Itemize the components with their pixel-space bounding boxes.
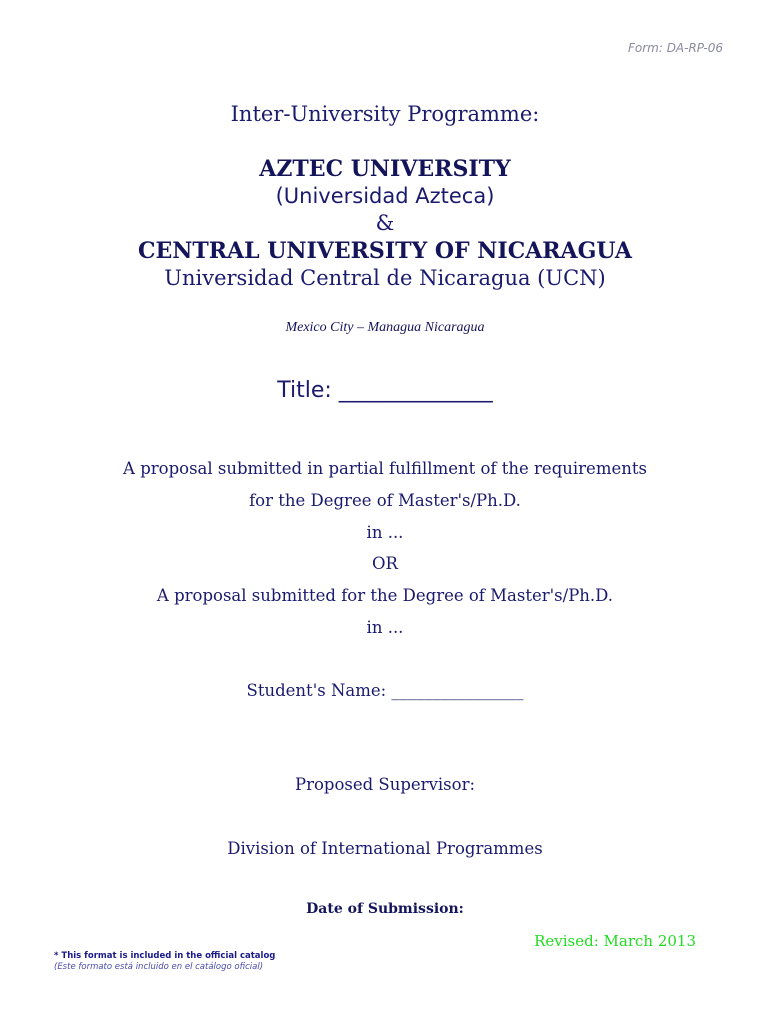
footnote-english: * This format is included in the official catalog	[54, 951, 276, 961]
programme-heading: Inter-University Programme:	[230, 102, 540, 126]
revised-date: Revised: March 2013	[534, 932, 696, 950]
proposal-line-6: in ...	[366, 618, 404, 637]
university-1-local-name: (Universidad Azteca)	[275, 184, 495, 208]
title-field: Title: ______________	[277, 378, 493, 403]
proposal-line-5: A proposal submitted for the Degree of Master's/Ph.D.	[156, 586, 614, 605]
form-code: Form: DA-RP-06	[627, 41, 723, 55]
proposal-or: OR	[372, 554, 398, 573]
ampersand: &	[375, 211, 395, 235]
university-2-name: CENTRAL UNIVERSITY OF NICARAGUA	[137, 238, 632, 264]
location: Mexico City – Managua Nicaragua	[285, 320, 485, 335]
footnote-spanish: (Este formato está incluido en el catálogo oficial)	[54, 962, 264, 972]
proposal-line-1: A proposal submitted in partial fulfillment of the requirements	[123, 459, 647, 478]
proposal-line-3: in ...	[366, 523, 404, 542]
supervisor-label: Proposed Supervisor:	[294, 775, 476, 794]
date-of-submission-label: Date of Submission:	[306, 901, 464, 917]
division-name: Division of International Programmes	[227, 839, 543, 858]
proposal-line-2: for the Degree of Master's/Ph.D.	[249, 491, 521, 510]
university-1-name: AZTEC UNIVERSITY	[259, 156, 511, 182]
student-name-field: Student's Name: ________________	[246, 681, 524, 700]
university-2-local-name: Universidad Central de Nicaragua (UCN)	[164, 266, 606, 290]
